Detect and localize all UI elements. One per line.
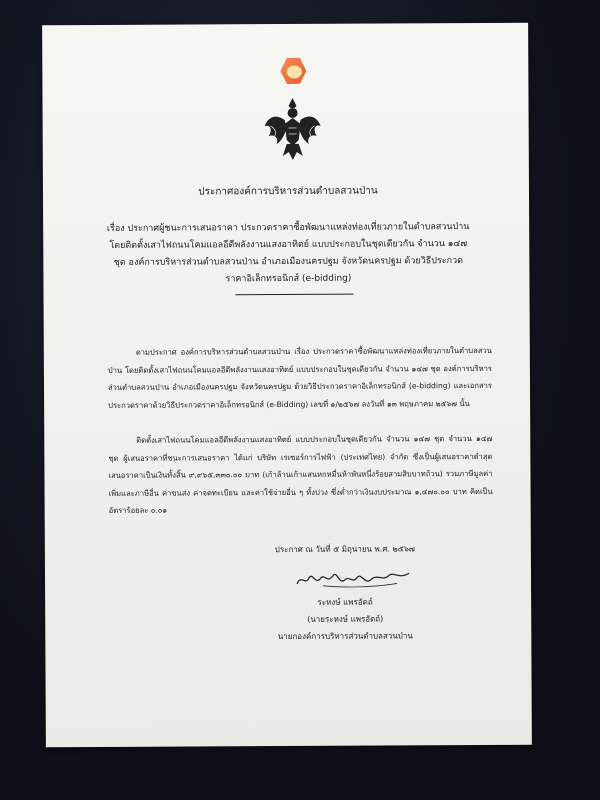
body-paragraph-2: ติดตั้งเสาไฟถนนโคมแอลอีดีพลังงานแสงอาทิตย์ แบบประกอบในชุดเดียวกัน จำนวน ๑๔๗ ชุด จำนวน ๑๔๗ ชุด ผู้เสนอราคาที่ชนะการเสนอราคา ได้แก่ บริษัท เรเซอร์การไฟฟ้า (ประเทศไทย) จำกัด ซึ่งเป็นผู้เสนอราคาต่ำสุด เสนอราคาเป็นเงินทั้งสิ้น ๙,๙๖๕,๓๓๐.๐๐ บาท (เก้าล้านเก้าแสนหกหมื่นห้าพันหนึ่งร้อยสามสิบบาทถ้วน) รวมภาษีมูลค่าเพิ่มและภาษีอื่น ค่าขนส่ง ค่าจดทะเบียน และค่าใช้จ่ายอื่น ๆ ทั้งปวง ซึ่งต่ำกว่าเงินงบประมาณ ๑,๔๗๐.๐๐ บาท คิดเป็นอัตราร้อยละ ๐.๐๑ [108, 433, 493, 516]
signer-name-parenthetical: (นายระหงษ์ แพรอัดถ์) [307, 614, 384, 624]
handwritten-signature-icon [293, 563, 413, 592]
signer-name: ระหงษ์ แพรอัดถ์ [317, 597, 373, 607]
document-header [143, 181, 433, 202]
document-subject: เรื่อง ประกาศผู้ชนะการเสนอราคา ประกวดราคาซื้อพัฒนาแหล่งท่องเที่ยวภายในตำบลสวนป่าน โดยติดตั้งเสาไฟถนนโคมแอลอีดีพลังงานแสงอาทิตย์ แบบประกอบในชุดเดียวกัน จำนวน ๑๔๗ ชุด องค์การบริหารส่วนตำบลสวนป่าน อำเภอเมืองนครปฐม จังหวัดนครปฐม ด้วยวิธีประกวดราคาอิเล็กทรอนิกส์ (e-bidding) [106, 222, 470, 285]
signer-position: นายกองค์การบริหารส่วนตำบลสวนป่าน [277, 631, 413, 642]
push-pin-icon [280, 58, 306, 84]
document-paper [42, 23, 532, 748]
announce-date: ประกาศ ณ วันที่ ๕ มิถุนายน พ.ศ. ๒๕๖๗ [274, 544, 415, 555]
garuda-emblem-icon [262, 96, 322, 162]
org-title: ประกาศองค์การบริหารส่วนตำบลสวนป่าน [198, 185, 378, 198]
body-paragraph-1: ตามประกาศ องค์การบริหารส่วนตำบลสวนป่าน เรื่อง ประกวดราคาซื้อพัฒนาแหล่งท่องเที่ยวภายในตำบลสวนป่าน โดยติดตั้งเสาไฟถนนโคมแอลอีดีพลังงานแสงอาทิตย์ แบบประกอบในชุดเดียวกัน จำนวน ๑๔๗ ชุด องค์การบริหารส่วนตำบลสวนป่าน อำเภอเมืองนครปฐม จังหวัดนครปฐม ด้วยวิธีประกวดราคาอิเล็กทรอนิกส์ (e-bidding) และเอกสารประกวดราคาด้วยวิธีประกวดราคาอิเล็กทรอนิกส์ (e-Bidding) เลขที่ ๑/๒๕๖๗ ลงวันที่ ๑๓ พฤษภาคม ๒๕๖๗ นั้น [107, 345, 493, 410]
separator-line [236, 294, 354, 296]
signature-block [245, 593, 445, 645]
push-pin-head [286, 65, 302, 79]
